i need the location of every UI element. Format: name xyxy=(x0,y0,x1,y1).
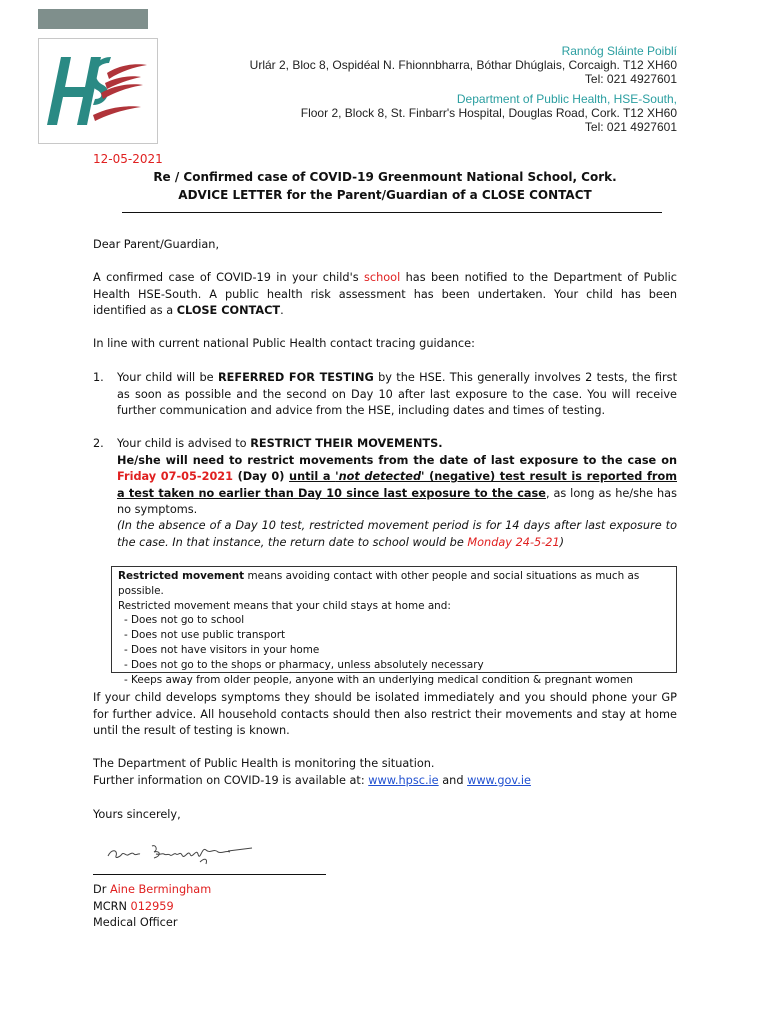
signature-line xyxy=(93,874,326,875)
title-divider xyxy=(122,212,662,213)
return-date: Monday 24-5-21 xyxy=(467,535,560,549)
letter-date: 12-05-2021 xyxy=(93,152,163,166)
restriction-item: - Keeps away from older people, anyone with an underlying medical condition & pregnant women xyxy=(124,673,633,686)
restriction-item: - Does not have visitors in your home xyxy=(124,643,320,656)
item-2-number: 2. xyxy=(93,437,104,450)
signatory-name: Aine Bermingham xyxy=(109,883,212,896)
header-english-dept: Department of Public Health, HSE-South, xyxy=(456,92,677,106)
signatory: Dr Aine Bermingham MCRN 012959 Medical Officer xyxy=(93,882,677,932)
header-irish-tel: Tel: 021 4927601 xyxy=(584,72,677,86)
close-contact-label: CLOSE CONTACT xyxy=(176,304,281,317)
letter-title-line2: ADVICE LETTER for the Parent/Guardian of a CLOSE CONTACT xyxy=(178,188,592,202)
italic-note: (In the absence of a Day 10 test, restricted movement period is for 14 days after last exposure to the case. In that instance, the return date to school would be Monday 24-5-21) xyxy=(117,519,677,549)
restriction-item: - Does not use public transport xyxy=(124,629,286,642)
paragraph-confirmed-case: A confirmed case of COVID-19 in your child's school has been notified to the Department of Public Health HSE-South. A public health risk assessment has been undertaken. Your child has been identified as a CLOSE CONTACT. xyxy=(93,271,677,317)
item-1-testing: Your child will be REFERRED FOR TESTING by the HSE. This generally involves 2 tests, the first as soon as possible and the second on Day 10 after last exposure to the case. You will receive further communication and advice from the HSE, including dates and times of testing. xyxy=(117,371,678,417)
paragraph-monitoring: The Department of Public Health is monitoring the situation. Further information on COVID-19 is available at: www.hpsc.ie and www.gov.ie xyxy=(93,757,531,787)
header-irish-dept: Rannóg Sláinte Poiblí xyxy=(561,44,677,58)
restricted-movement-box: Restricted movement means avoiding contact with other people and social situations as much as possible. Restricted movement means that your child stays at home and: - Does not go to school - Does not use public transport - Does not have visitors in your home - Does not go to the shops or pharmacy, unless absolutely necessary - Keeps away from older people, anyone with an underlying medical condition & pregnant women xyxy=(111,566,677,673)
signature-image xyxy=(104,836,254,866)
greeting: Dear Parent/Guardian, xyxy=(93,238,220,251)
restriction-item: - Does not go to school xyxy=(124,614,245,627)
header-irish-address: Urlár 2, Bloc 8, Ospidéal N. Fhionnbharra, Bóthar Dhúglais, Corcaigh. T12 XH60 xyxy=(249,58,677,72)
hse-logo-icon xyxy=(47,49,151,135)
paragraph-symptoms: If your child develops symptoms they should be isolated immediately and you should phone your GP for further advice. All household contacts should then also restrict their movements and stay at home until the result of testing is known. xyxy=(93,691,677,737)
paragraph-guidance: In line with current national Public Health contact tracing guidance: xyxy=(93,337,475,350)
letter-title-line1: Re / Confirmed case of COVID-19 Greenmount National School, Cork. xyxy=(153,170,617,184)
header-english-tel: Tel: 021 4927601 xyxy=(584,120,677,134)
item-2-restrict: Your child is advised to RESTRICT THEIR MOVEMENTS. He/she will need to restrict movements from the date of last exposure to the case on Friday 07-05-2021 (Day 0) until a 'not detected' (negative) test result is reported from a test taken no earlier than Day 10 since last exposure to the case, as long as he/she has no symptoms. xyxy=(117,437,678,516)
gov-link[interactable]: www.gov.ie xyxy=(467,773,531,787)
signatory-role: Medical Officer xyxy=(93,916,178,929)
header-gray-bar xyxy=(38,9,148,29)
hpsc-link[interactable]: www.hpsc.ie xyxy=(368,773,439,787)
header-english-address: Floor 2, Block 8, St. Finbarr's Hospital, Douglas Road, Cork. T12 XH60 xyxy=(300,106,677,120)
hse-logo xyxy=(38,38,158,144)
school-word: school xyxy=(364,271,401,284)
mcrn-number: 012959 xyxy=(130,899,174,913)
last-exposure-date: Friday 07-05-2021 xyxy=(117,470,234,483)
item-1-number: 1. xyxy=(93,371,104,384)
restriction-item: - Does not go to the shops or pharmacy, unless absolutely necessary xyxy=(124,658,484,671)
closing: Yours sincerely, xyxy=(93,808,181,821)
